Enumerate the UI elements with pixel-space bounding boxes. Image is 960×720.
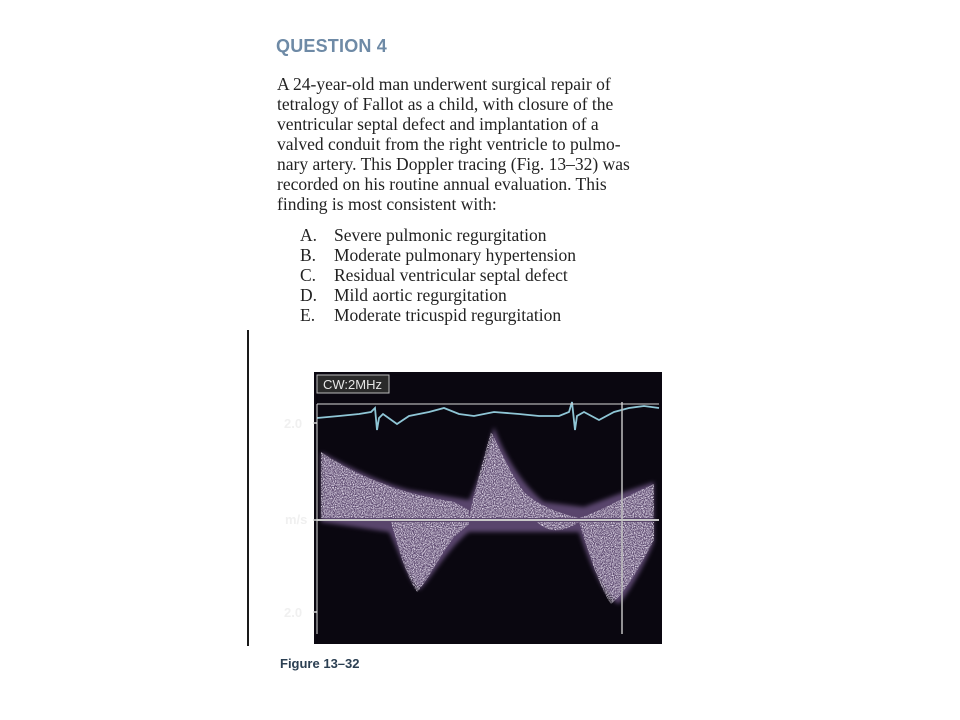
mode-label: CW:2MHz xyxy=(323,377,382,392)
option-b xyxy=(300,245,576,265)
option-letter: E. xyxy=(300,305,316,325)
stem-line: recorded on his routine annual evaluation. This xyxy=(277,174,607,194)
option-a xyxy=(300,225,576,245)
scale-unit-label: m/s xyxy=(285,512,308,527)
option-text: Mild aortic regurgitation xyxy=(334,285,507,305)
option-text: Residual ventricular septal defect xyxy=(334,265,568,285)
stem-line: valved conduit from the right ventricle to pulmo- xyxy=(277,134,621,154)
option-text: Moderate pulmonary hypertension xyxy=(334,245,577,265)
page-edge-line xyxy=(247,330,249,646)
option-letter: B. xyxy=(300,245,317,265)
answer-options xyxy=(300,225,576,325)
stem-line: A 24-year-old man underwent surgical repair of xyxy=(277,74,611,94)
option-text: Moderate tricuspid regurgitation xyxy=(334,305,562,325)
doppler-figure xyxy=(279,372,662,644)
scale-bottom-label: 2.0 xyxy=(284,605,303,620)
scale-top-label: 2.0 xyxy=(284,416,303,431)
stem-line: nary artery. This Doppler tracing (Fig. 13–32) was xyxy=(277,154,630,174)
stem-line: finding is most consistent with: xyxy=(277,194,497,214)
option-text: Severe pulmonic regurgitation xyxy=(334,225,547,245)
stem-line: ventricular septal defect and implantation of a xyxy=(277,114,599,134)
option-letter: D. xyxy=(300,285,318,305)
stem-line: tetralogy of Fallot as a child, with closure of the xyxy=(277,94,614,114)
option-letter: C. xyxy=(300,265,317,285)
figure-caption: Figure 13–32 xyxy=(280,656,360,671)
option-c xyxy=(300,265,576,285)
option-letter: A. xyxy=(300,225,318,245)
question-stem xyxy=(277,74,659,214)
question-title: QUESTION 4 xyxy=(276,36,388,56)
option-e xyxy=(300,305,576,325)
option-d xyxy=(300,285,576,305)
